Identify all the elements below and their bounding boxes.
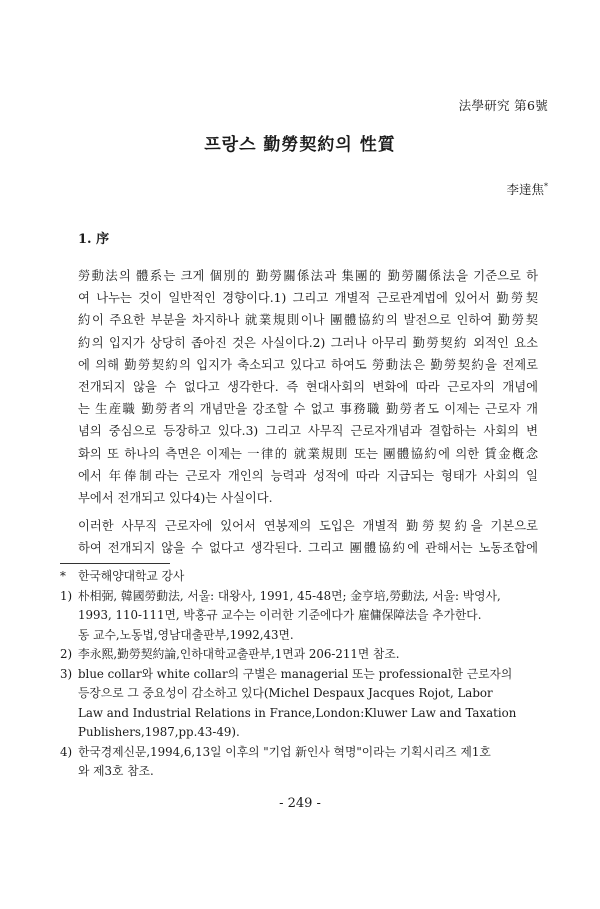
footnote-line: 한국해양대학교 강사 bbox=[78, 569, 185, 583]
article-title: 프랑스 勤勞契約의 性質 bbox=[204, 135, 396, 155]
body-line: 여 나누는 것이 일반적인 경향이다.1) 그리고 개별적 근로관계법에 있어서 勤勞契 bbox=[78, 291, 538, 306]
journal-header: 法學研究 第6號 bbox=[458, 98, 548, 113]
footnote-divider bbox=[60, 563, 170, 564]
footnote bbox=[60, 567, 546, 587]
body-line: 에서 年俸制라는 근로자 개인의 능력과 성적에 따라 지급되는 형태가 사회의 일 bbox=[78, 468, 538, 483]
body-line: 에 의해 勤勞契約의 입지가 축소되고 있다고 하여도 勞動法은 勤勞契約을 전제로 bbox=[78, 357, 538, 372]
footnote-text bbox=[78, 587, 546, 646]
footnote-text bbox=[78, 645, 546, 665]
body-line: 는 生産職 勤勞者의 개념만을 강조할 수 없고 事務職 勤勞者도 이제는 근로자 개 bbox=[78, 402, 538, 417]
footnote-marker: 2) bbox=[60, 647, 73, 661]
footnote-line: 동 교수,노동법,영남대출판부,1992,43면. bbox=[78, 627, 294, 642]
footnote-text bbox=[78, 743, 546, 782]
body-text bbox=[78, 265, 538, 559]
footnote-text bbox=[78, 567, 546, 587]
section-heading: 1. 序 bbox=[78, 232, 110, 247]
body-line: 하여 전개되지 않을 수 없다고 생각된다. 그리고 團體協約에 관해서는 노동조합에 bbox=[78, 541, 538, 556]
page-number: - 249 - bbox=[279, 796, 321, 811]
body-line: 勞動法의 體系는 크게 個別的 勤勞關係法과 集團的 勤勞關係法을 기준으로 하 bbox=[78, 269, 538, 283]
footnote bbox=[60, 743, 546, 782]
footnote-line: 한국경제신문,1994,6,13일 이후의 "기업 新인사 혁명"이라는 기획시리즈 제1호 bbox=[78, 744, 491, 759]
body-line: 約의 입지가 상당히 좁아진 것은 사실이다.2) 그러나 아무리 勤勞契約 외적인 요소 bbox=[78, 335, 538, 350]
footnote-marker: 1) bbox=[60, 588, 73, 603]
body-line: 화의 또 하나의 측면은 이제는 一律的 就業規則 또는 團體協約에 의한 賃金槪念 bbox=[78, 446, 538, 461]
body-line: 부에서 전개되고 있다4)는 사실이다. bbox=[78, 490, 273, 505]
author-name bbox=[506, 180, 548, 198]
footnote-line: 1993, 110-111면, 박홍규 교수는 이러한 기준에다가 雇傭保障法을 추가한다. bbox=[78, 608, 482, 622]
footnote-line: 등장으로 그 중요성이 감소하고 있다(Michel Despaux Jacques Rojot, Labor bbox=[78, 686, 493, 700]
footnote-marker: 4) bbox=[60, 744, 73, 759]
footnote-marker: 3) bbox=[60, 666, 73, 681]
author-footnote-mark: * bbox=[544, 181, 548, 191]
footnote bbox=[60, 587, 546, 646]
footnote-text bbox=[78, 665, 546, 743]
body-line: 이러한 사무직 근로자에 있어서 연봉제의 도입은 개별적 勤勞契約을 기본으로 bbox=[78, 519, 538, 534]
body-line: 約이 주요한 부분을 차지하나 就業規則이나 團體協約의 발전으로 인하여 勤勞契 bbox=[78, 313, 538, 328]
author-name-text: 李達焦 bbox=[506, 182, 544, 197]
body-line: 념의 중심으로 등장하고 있다.3) 그리고 사무직 근로자개념과 결합하는 사회의 변 bbox=[78, 424, 538, 439]
footnote bbox=[60, 645, 546, 665]
footnotes bbox=[60, 567, 546, 782]
footnote-marker: * bbox=[60, 569, 66, 583]
footnote-line: 朴相弼, 韓國勞動法, 서울: 대왕사, 1991, 45-48면; 金亨培,勞動法, 서울: 박영사, bbox=[78, 588, 501, 603]
body-line: 전개되지 않을 수 없다고 생각한다. 즉 현대사회의 변화에 따라 근로자의 개념에 bbox=[78, 379, 538, 394]
footnote bbox=[60, 665, 546, 743]
footnote-line: Law and Industrial Relations in France,London:Kluwer Law and Taxation bbox=[78, 705, 517, 720]
footnote-line: Publishers,1987,pp.43-49). bbox=[78, 725, 240, 739]
footnote-line: blue collar와 white collar의 구별은 managerial 또는 professional한 근로자의 bbox=[78, 666, 513, 681]
footnote-line: 李永熙,勤勞契約論,인하대학교출판부,1면과 206-211면 참조. bbox=[78, 647, 400, 661]
footnote-line: 와 제3호 참조. bbox=[78, 764, 154, 778]
